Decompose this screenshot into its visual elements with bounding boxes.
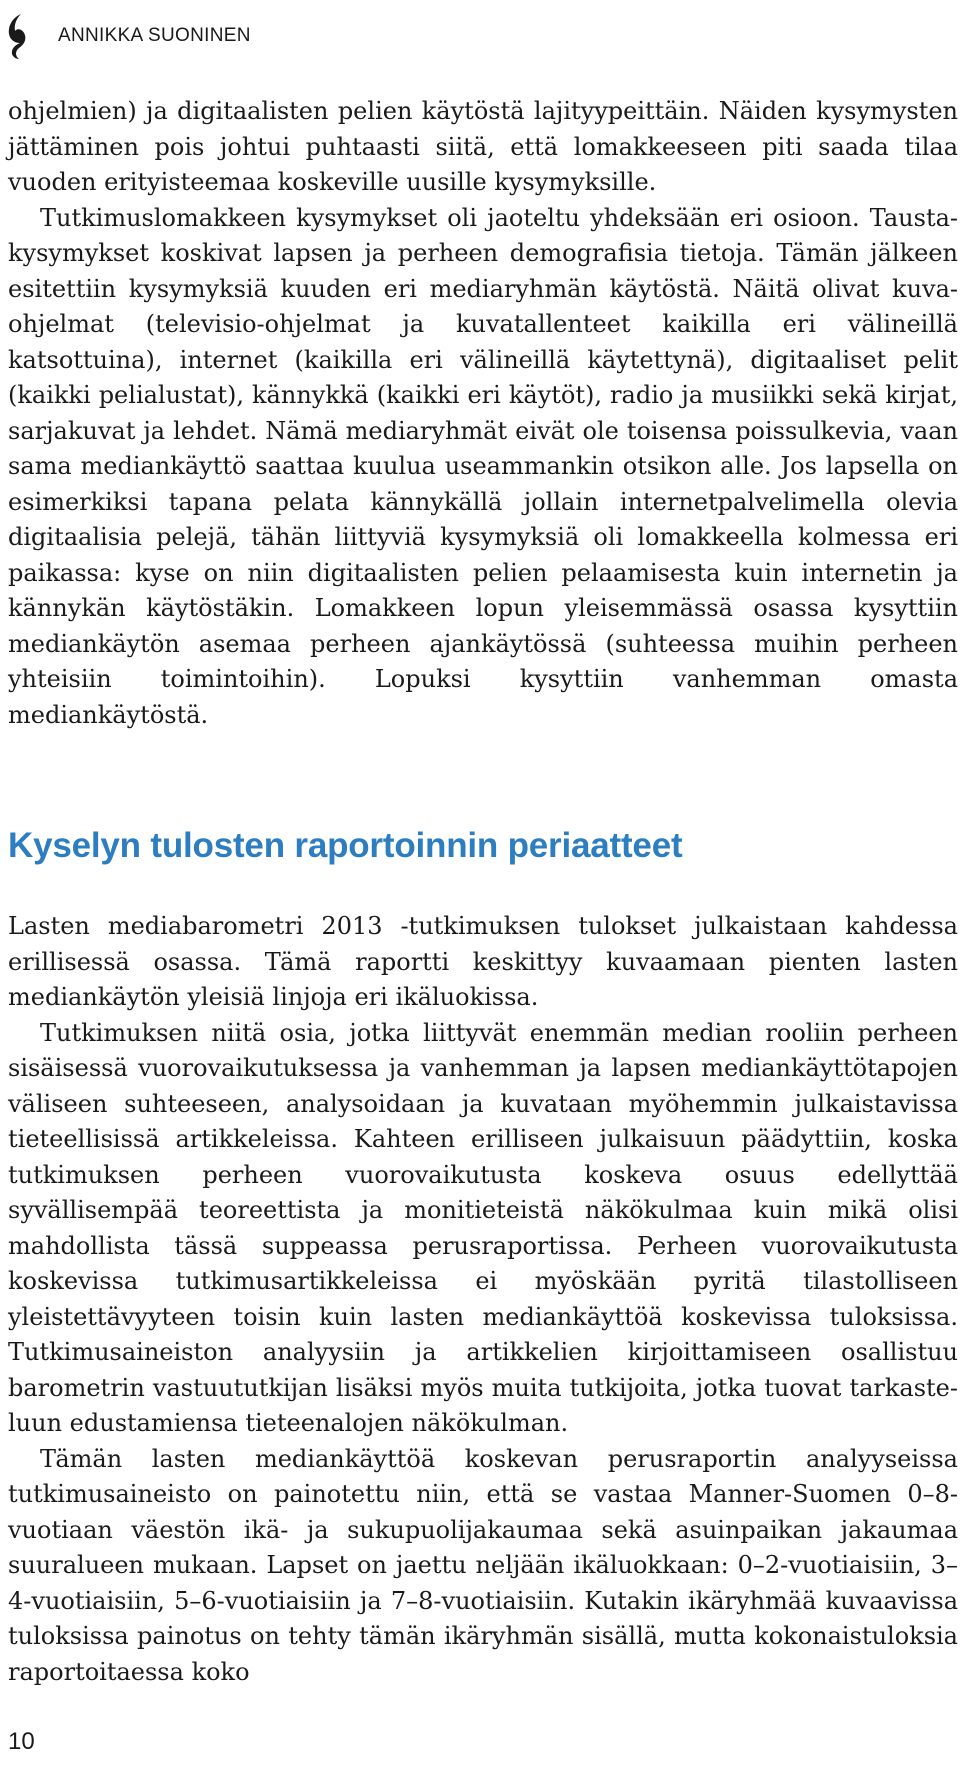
body-text-section-2 — [8, 909, 958, 1690]
section-heading: Kyselyn tulosten raportoinnin periaatteet — [8, 826, 683, 865]
paragraph: Tutkimuslomakkeen kysymykset oli jaoteltu yhdeksään eri osioon. Taustakysymykset koskivat lapsen ja perheen demografisia tietoja. Tämän jälkeen esitettiin kysymyksiä kuuden eri mediaryhmän käytöstä. Näitä olivat kuvaohjelmat (televisio-ohjelmat ja kuvatallenteet kaikilla eri välineillä katsottuina), internet (kaikilla eri välineillä käytettynä), digitaaliset pelit (kaikki pelialustat), kännykkä (kaikki eri käytöt), radio ja musiikki sekä kirjat, sarjakuvat ja lehdet. Nämä mediaryhmät eivät ole toisensa poissulkevia, vaan sama mediankäyttö saattaa kuulua useammankin otsikon alle. Jos lapsella on esimerkiksi tapana pelata kännykällä jollain internetpalvelimella olevia digitaalisia pelejä, tähän liittyviä kysymyksiä oli lomakkeella kolmessa eri paikassa: kyse on niin digitaalisten pelien pelaamisesta kuin internetin ja kännykän käytöstäkin. Lomakkeen lopun yleisemmässä osassa kysyttiin mediankäytön asemaa perheen ajankäytössä (suhteessa muihin perheen yhteisiin toimintoihin). Lopuksi kysyttiin vanhemman omasta mediankäytöstä. — [8, 203, 958, 729]
publisher-logo-icon — [4, 12, 32, 60]
body-text-section-1 — [8, 94, 958, 733]
running-head-author: ANNIKKA SUONINEN — [58, 25, 251, 46]
paragraph: ohjelmien) ja digitaalisten pelien käytöstä lajityypeittäin. Näiden kysymysten jättäminen pois johtui puhtaasti siitä, että lomakkeeseen piti saada tilaa vuoden erityisteemaa koskeville uusille kysymyksille. — [8, 97, 958, 196]
running-head — [0, 12, 251, 60]
paragraph: Tutkimuksen niitä osia, jotka liittyvät enemmän median rooliin perheen sisäisessä vuorovaikutuksessa ja vanhemman ja lapsen mediankäyttötapojen väliseen suhteeseen, analysoidaan ja kuvataan myöhemmin julkaistavissa tieteellisissä artikkeleissa. Kahteen erilliseen julkaisuun päädyttiin, koska tutkimuksen perheen vuorovaikutusta koskeva osuus edellyttää syvällisempää teoreettista ja monitieteistä näkökulmaa kuin mikä olisi mahdollista tässä suppeassa perusraportissa. Perheen vuorovaikutusta koskevissa tutkimusartikkeleissa ei myöskään pyritä tilastolliseen yleistettävyyteen toisin kuin lasten mediankäyttöä koskevissa tuloksissa. Tutkimusaineiston analyysiin ja artikkelien kirjoittamiseen osallistuu barometrin vastuututkijan lisäksi myös muita tutkijoita, jotka tuovat tarkasteluun edustamiensa tieteenalojen näkökulman. — [8, 1018, 958, 1437]
page-number: 10 — [8, 1728, 35, 1755]
paragraph: Lasten mediabarometri 2013 -tutkimuksen tulokset julkaistaan kahdessa erillisessä osassa. Tämä raportti keskittyy kuvaamaan pienten lasten mediankäytön yleisiä linjoja eri ikäluokissa. — [8, 912, 958, 1011]
paragraph: Tämän lasten mediankäyttöä koskevan perusraportin analyyseissa tutkimusaineisto on painotettu niin, että se vastaa Manner-Suomen 0–8-vuotiaan väestön ikä- ja sukupuolijakaumaa sekä asuinpaikan jakaumaa suuralueen mukaan. Lapset on jaettu neljään ikäluokkaan: 0–2-vuotiaisiin, 3–4-vuotiaisiin, 5–6-vuotiaisiin ja 7–8-vuotiaisiin. Kutakin ikäryhmää kuvaavissa tuloksissa painotus on tehty tämän ikäryhmän sisällä, mutta kokonaistuloksia raportoitaessa koko — [8, 1444, 958, 1686]
